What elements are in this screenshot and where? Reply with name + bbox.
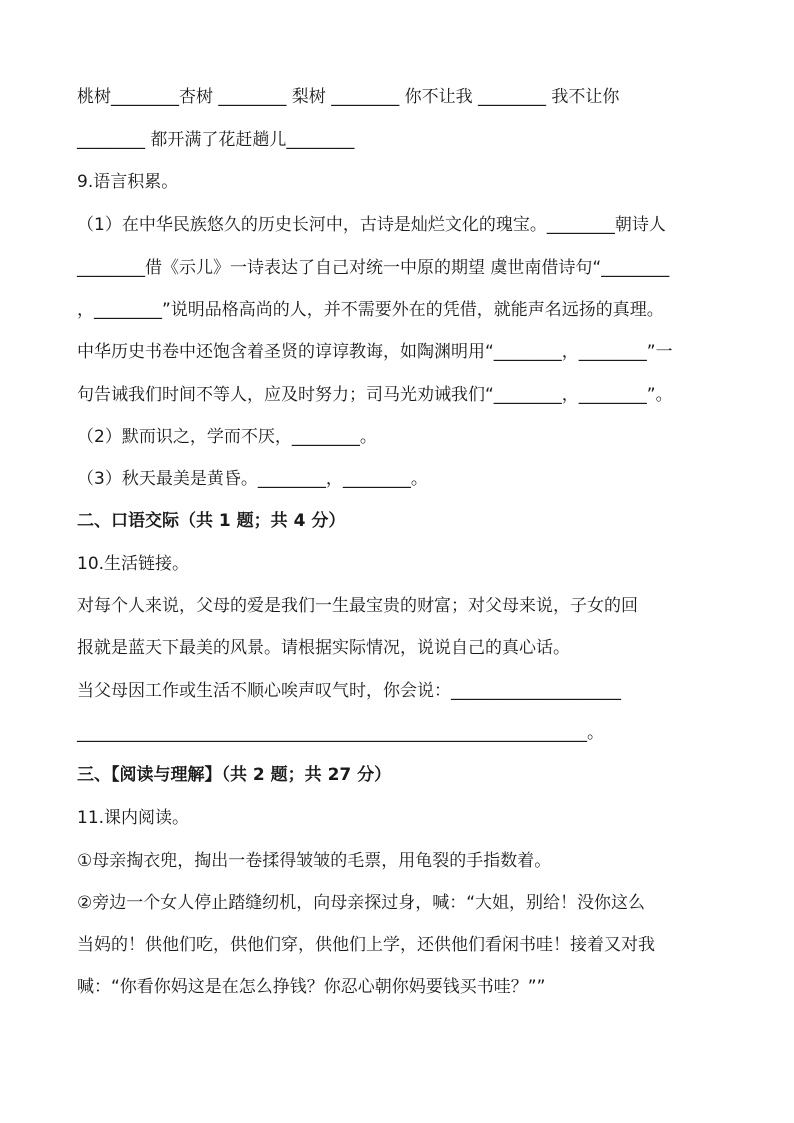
reading-paragraph-2-line-1: ②旁边一个女人停止踏缝纫机，向母亲探过身，喊：“大姐，别给！没你这么 xyxy=(77,893,646,913)
question-10-paragraph-line-2: 报就是蓝天下最美的风景。请根据实际情况，说说自己的真心话。 xyxy=(77,638,570,658)
question-9-part-1-line-5: 句告诫我们时间不等人，应及时努力；司马光劝诫我们“________，________”。 xyxy=(77,385,673,405)
reading-paragraph-2-line-2: 当妈的！供他们吃，供他们穿，供他们上学，还供他们看闲书哇！接着又对我 xyxy=(77,935,655,955)
question-10-paragraph-line-1: 对每个人来说，父母的爱是我们一生最宝贵的财富；对父母来说，子女的回 xyxy=(77,596,638,616)
question-9-part-3: （3）秋天最美是黄昏。________，________。 xyxy=(77,469,428,489)
question-9-part-2: （2）默而识之，学而不厌，________。 xyxy=(77,427,377,447)
reading-paragraph-2-line-3: 喊：“你看你妈这是在怎么挣钱？你忍心朝你妈要钱买书哇？”” xyxy=(77,977,546,997)
question-10-prompt: 当父母因工作或生活不顺心唉声叹气时，你会说：____________________ xyxy=(77,681,621,701)
section-2-heading: 二、口语交际（共 1 题；共 4 分） xyxy=(77,511,346,531)
section-3-heading: 三、【阅读与理解】（共 2 题；共 27 分） xyxy=(77,765,392,785)
question-9-part-1-line-1: （1）在中华民族悠久的历史长河中，古诗是灿烂文化的瑰宝。________朝诗人 xyxy=(77,215,666,235)
reading-paragraph-1: ①母亲掏衣兜，掏出一卷揉得皱皱的毛票，用龟裂的手指数着。 xyxy=(77,851,552,871)
question-10-title: 10.生活链接。 xyxy=(77,554,190,574)
fill-blank-line-2: ________ 都开满了花赶趟儿________ xyxy=(77,130,355,150)
question-9-part-1-line-3: ，________”说明品格高尚的人，并不需要外在的凭借，就能声名远扬的真理。 xyxy=(77,300,664,320)
question-9-part-1-line-2: ________借《示儿》一诗表达了自己对统一中原的期望 虞世南借诗句“________ xyxy=(77,258,670,278)
question-11-title: 11.课内阅读。 xyxy=(77,808,190,828)
question-10-answer-line: ____________________________________________________________。 xyxy=(77,723,604,743)
fill-blank-line-1: 桃树________杏树 ________ 梨树 ________ 你不让我 ________ 我不让你 xyxy=(77,87,620,107)
question-9-part-1-line-4: 中华历史书卷中还饱含着圣贤的谆谆教诲，如陶渊明用“________，________”一 xyxy=(77,342,673,362)
question-9-title: 9.语言积累。 xyxy=(77,172,179,192)
